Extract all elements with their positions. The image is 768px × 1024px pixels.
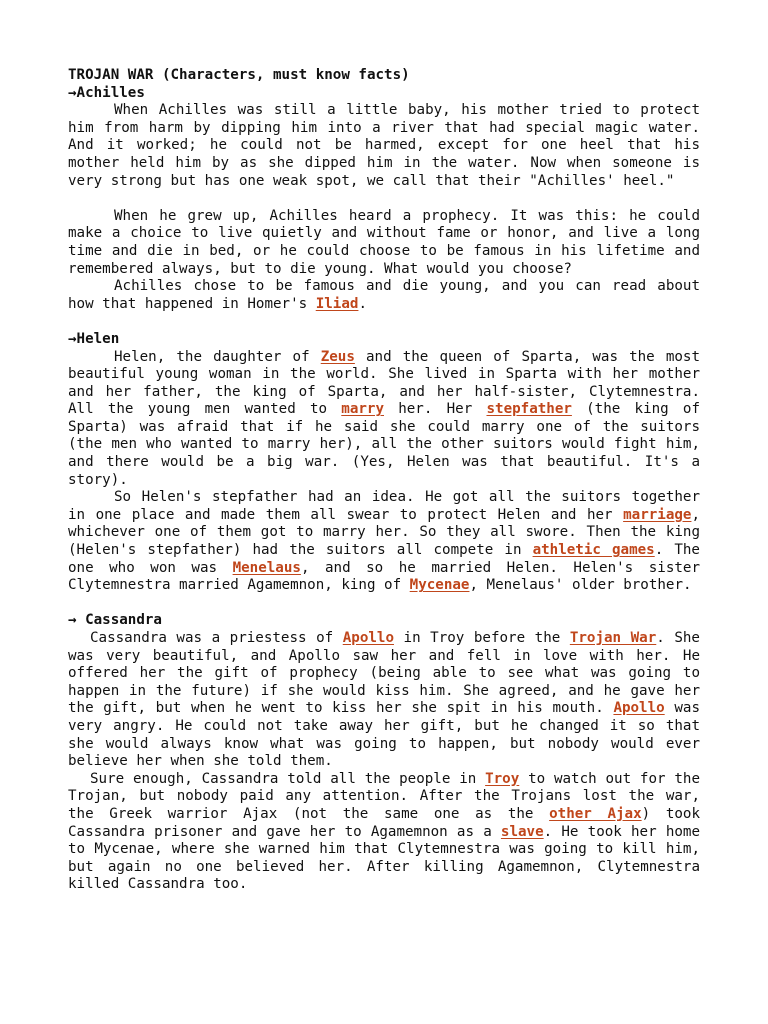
link-troy[interactable]: Troy (485, 770, 520, 787)
text-run: . The one who won was (68, 542, 700, 576)
text-run: her. Her (384, 401, 487, 418)
link-mycenae[interactable]: Mycenae (409, 577, 470, 594)
cassandra-paragraph-1 (68, 630, 700, 771)
text-run: was very angry. He could not take away her gift, but he changed it so that she would always know what was going to happen, but nobody would ever believe her when she told them. (68, 700, 700, 770)
achilles-paragraph-2: When he grew up, Achilles heard a prophecy. It was this: he could make a choice to live quietly and without fame or honor, and live a long time and die in bed, or he could choose to be famous in his lifetime and remembered always, but to die young. What would you choose? (68, 207, 700, 277)
text-run: Sure enough, Cassandra told all the people in (90, 770, 486, 787)
helen-paragraph-1 (68, 349, 700, 490)
link-other-ajax[interactable]: other Ajax (549, 805, 642, 822)
link-marry[interactable]: marry (341, 401, 384, 418)
link-marriage[interactable]: marriage (623, 506, 692, 523)
spacer (68, 595, 700, 613)
heading-achilles: →Achilles (68, 84, 145, 101)
text-run: Achilles chose to be famous and die young, and you can read about how that happened in Homer's (68, 278, 700, 312)
link-menelaus[interactable]: Menelaus (232, 559, 301, 576)
helen-paragraph-2 (68, 489, 700, 595)
text-run: and the queen of Sparta, was the most beautiful young woman in the world. She lived in Sparta with her mother and her father, the king of Sparta, and her half-sister, Clytemnestra. All the young men wanted to (68, 348, 700, 418)
text-run: Cassandra was a priestess of (90, 630, 343, 646)
link-iliad[interactable]: Iliad (315, 295, 359, 312)
link-trojan-war[interactable]: Trojan War (569, 630, 657, 646)
text-run: , and so he married Helen. Helen's sister Clytemnestra married Agamemnon, king of (68, 559, 700, 594)
link-zeus[interactable]: Zeus (320, 348, 355, 365)
document-body (68, 67, 700, 894)
text-run: So Helen's stepfather had an idea. He got all the suitors together in one place and made them all swear to protect Helen and her (68, 489, 700, 523)
cassandra-paragraph-2 (68, 771, 700, 894)
text-run: , whichever one of them got to marry her. So they all swore. Then the king (Helen's stepfather) had the suitors all compete in (68, 506, 700, 559)
achilles-paragraph-1: When Achilles was still a little baby, his mother tried to protect him from harm by dipping him into a river that had special magic water. And it worked; he could not be harmed, except for one heel that his mother held him by as she dipped him in the water. Now when someone is very strong but has one weak spot, we call that their "Achilles' heel." (68, 102, 700, 189)
text-run: (the king of Sparta) was afraid that if he said she could marry one of the suitors (the men who wanted to marry her), all the other suitors would fight him, and there would be a big war. (Yes, Helen was that beautiful. It's a story). (68, 401, 701, 488)
text-run: Helen, the daughter of (114, 348, 321, 365)
text-run: . She was very beautiful, and Apollo saw her and fell in love with her. He offered her the gift of prophecy (being able to see what was going to happen in the future) if she would kiss him. She agreed, and he gave her the gift, but when he went to kiss her she spit in his mouth. (68, 630, 700, 717)
link-slave[interactable]: slave (500, 823, 544, 840)
link-stepfather[interactable]: stepfather (486, 401, 572, 418)
achilles-paragraph-3 (68, 278, 700, 313)
text-run: ) took Cassandra prisoner and gave her to Agamemnon as a (68, 805, 701, 840)
text-run: . He took her home to Mycenae, where she warned him that Clytemnestra was going to kill him, but again no one believed her. After killing Agamemnon, Clytemnestra killed Cassandra too. (68, 823, 700, 893)
spacer (68, 190, 700, 208)
text-run: , Menelaus' older brother. (469, 577, 692, 594)
document-title: TROJAN WAR (Characters, must know facts) (68, 67, 410, 83)
spacer (68, 313, 700, 331)
link-apollo[interactable]: Apollo (342, 630, 394, 646)
heading-helen: →Helen (68, 330, 120, 347)
text-run: in Troy before the (393, 630, 570, 646)
heading-cassandra: → Cassandra (68, 612, 162, 629)
text-run: to watch out for the Trojan, but nobody paid any attention. After the Trojans lost the war, the Greek warrior Ajax (not the same one as the (68, 770, 700, 822)
text-run: . (358, 295, 367, 312)
link-athletic-games[interactable]: athletic games (532, 542, 655, 559)
link-apollo[interactable]: Apollo (613, 700, 665, 717)
